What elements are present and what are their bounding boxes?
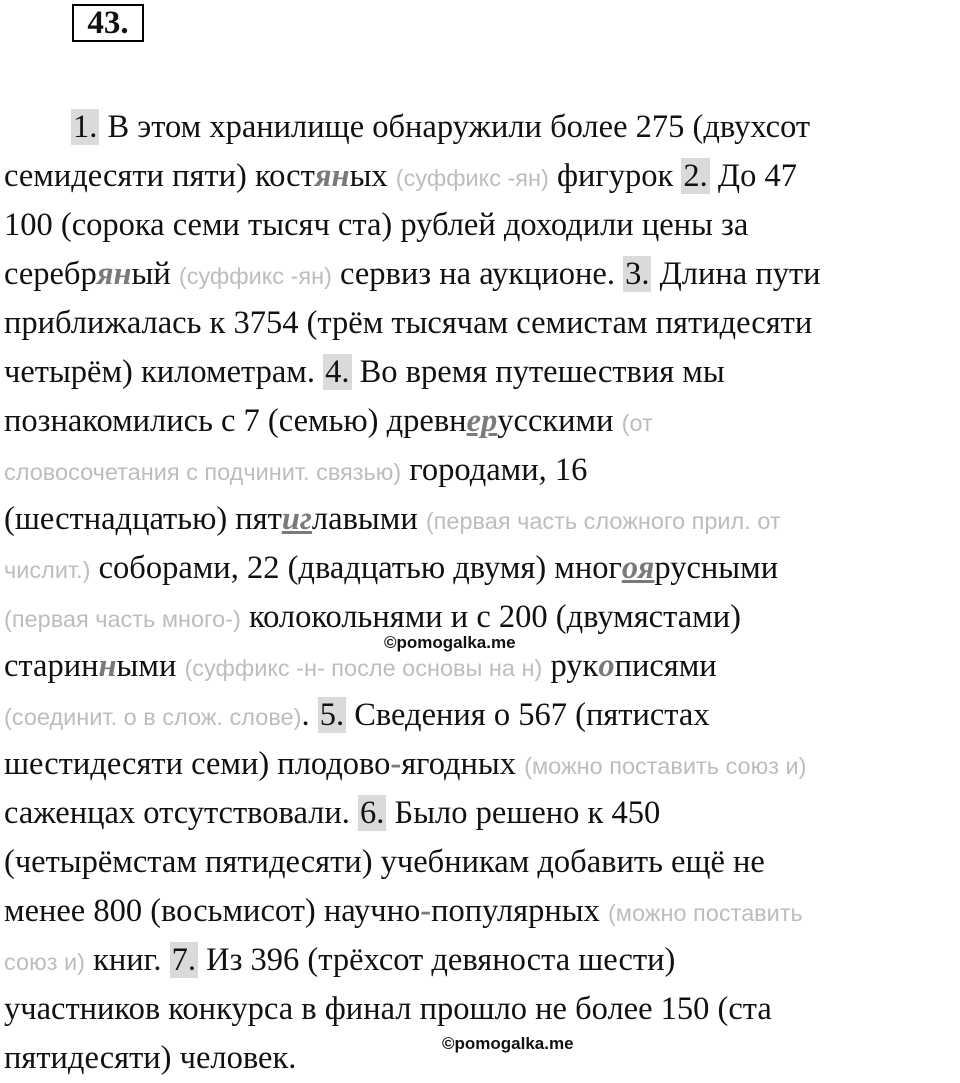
text-run: сервиз на аукционе. — [331, 256, 624, 292]
exercise-text — [4, 103, 960, 1083]
text-run: До 47 — [709, 158, 797, 194]
text-run: ых — [349, 158, 396, 194]
hyphen-mark: - — [420, 893, 432, 929]
sentence-number: 2. — [683, 158, 708, 194]
text-run: ыми — [116, 648, 185, 684]
sentence-number: 7. — [171, 942, 196, 978]
text-run: четырём) километрам. — [4, 354, 324, 390]
text-run: русными — [654, 550, 779, 586]
task-number-box: 43. — [72, 4, 144, 42]
text-run: ый — [131, 256, 179, 292]
text-line — [4, 250, 960, 299]
text-run: популярных — [431, 893, 608, 929]
text-line — [4, 691, 960, 740]
grammar-comment: (суффикс -ян) — [178, 263, 332, 289]
text-run: саженцах отсутствовали. — [4, 795, 359, 831]
sentence-number: 3. — [625, 256, 650, 292]
text-run: семидесяти пяти) кост — [4, 158, 315, 194]
text-run: приближалась к 3754 (трём тысячам семистам пятидесяти — [4, 305, 813, 341]
text-line — [4, 838, 960, 887]
grammar-comment: (первая часть много-) — [4, 606, 241, 632]
text-run: усскими — [497, 403, 622, 439]
text-line — [4, 740, 960, 789]
text-run: Сведения о 567 (пятистах — [346, 697, 710, 733]
underlined-morpheme: иг — [281, 501, 312, 537]
grammar-comment: словосочетания с подчинит. связью) — [4, 459, 402, 485]
text-run: колокольнями и с 200 (двумястами) — [240, 599, 741, 635]
text-line — [4, 887, 960, 936]
text-run: . — [301, 697, 318, 733]
grammar-comment: (можно поставить — [607, 900, 803, 926]
text-line — [4, 299, 960, 348]
grammar-comment: числит.) — [4, 557, 91, 583]
text-line — [4, 985, 960, 1034]
highlighted-morpheme: н — [98, 648, 117, 684]
text-run: шестидесяти семи) плодово — [4, 746, 391, 782]
text-run: В этом хранилище обнаружили более 275 (двухсот — [99, 109, 811, 145]
sentence-number: 5. — [319, 697, 345, 733]
text-run: 100 (сорока семи тысяч ста) рублей доходили цены за — [4, 207, 749, 243]
text-run: пятидесяти) человек. — [4, 1040, 297, 1076]
sentence-number: 1. — [73, 109, 98, 145]
watermark: ©pomogalka.me — [384, 633, 516, 652]
text-line — [4, 446, 960, 495]
text-run: соборами, 22 (двадцатью двумя) мног — [90, 550, 622, 586]
underlined-morpheme: оя — [621, 550, 655, 586]
grammar-comment: (соединит. о в слож. слове) — [4, 704, 302, 730]
text-run: фигурок — [548, 158, 682, 194]
text-run: Из 396 (трёхсот девяноста шести) — [197, 942, 676, 978]
text-run: лавыми — [311, 501, 426, 537]
underlined-morpheme: ер — [466, 403, 498, 439]
text-run: познакомились с 7 (семью) древн — [4, 403, 467, 439]
text-line — [4, 936, 960, 985]
text-run: (шестнадцатью) пят — [4, 501, 282, 537]
text-run: рук — [542, 648, 599, 684]
grammar-comment: (можно поставить союз и) — [524, 753, 807, 779]
grammar-comment: (от — [621, 410, 653, 436]
grammar-comment: союз и) — [4, 949, 85, 975]
sentence-number: 4. — [325, 354, 350, 390]
text-run: участников конкурса в финал прошло не более 150 (ста — [4, 991, 772, 1027]
highlighted-morpheme: о — [598, 648, 615, 684]
text-run: (четырёмстам пятидесяти) учебникам добавить ещё не — [4, 844, 765, 880]
text-run: старин — [4, 648, 99, 684]
sentence-number: 6. — [360, 795, 385, 831]
text-line — [4, 103, 960, 152]
grammar-comment: (первая часть сложного прил. от — [425, 508, 781, 534]
text-run: Было решено к 450 — [386, 795, 661, 831]
text-line — [4, 152, 960, 201]
highlighted-morpheme: ян — [96, 256, 132, 292]
text-run: Во время путешествия мы — [351, 354, 725, 390]
text-line — [4, 201, 960, 250]
hyphen-mark: - — [390, 746, 402, 782]
highlighted-morpheme: ян — [314, 158, 350, 194]
text-line — [4, 544, 960, 593]
text-line — [4, 495, 960, 544]
text-run: ягодных — [401, 746, 525, 782]
watermark: ©pomogalka.me — [442, 1034, 574, 1053]
text-run: Длина пути — [651, 256, 821, 292]
text-line — [4, 397, 960, 446]
grammar-comment: (суффикс -ян) — [395, 165, 549, 191]
text-line — [4, 348, 960, 397]
text-line — [4, 789, 960, 838]
text-run: писями — [614, 648, 717, 684]
text-run: серебр — [4, 256, 97, 292]
text-run: менее 800 (восьмисот) научно — [4, 893, 421, 929]
grammar-comment: (суффикс -н- после основы на н) — [184, 655, 543, 681]
text-run: городами, 16 — [401, 452, 588, 488]
text-run: книг. — [84, 942, 170, 978]
